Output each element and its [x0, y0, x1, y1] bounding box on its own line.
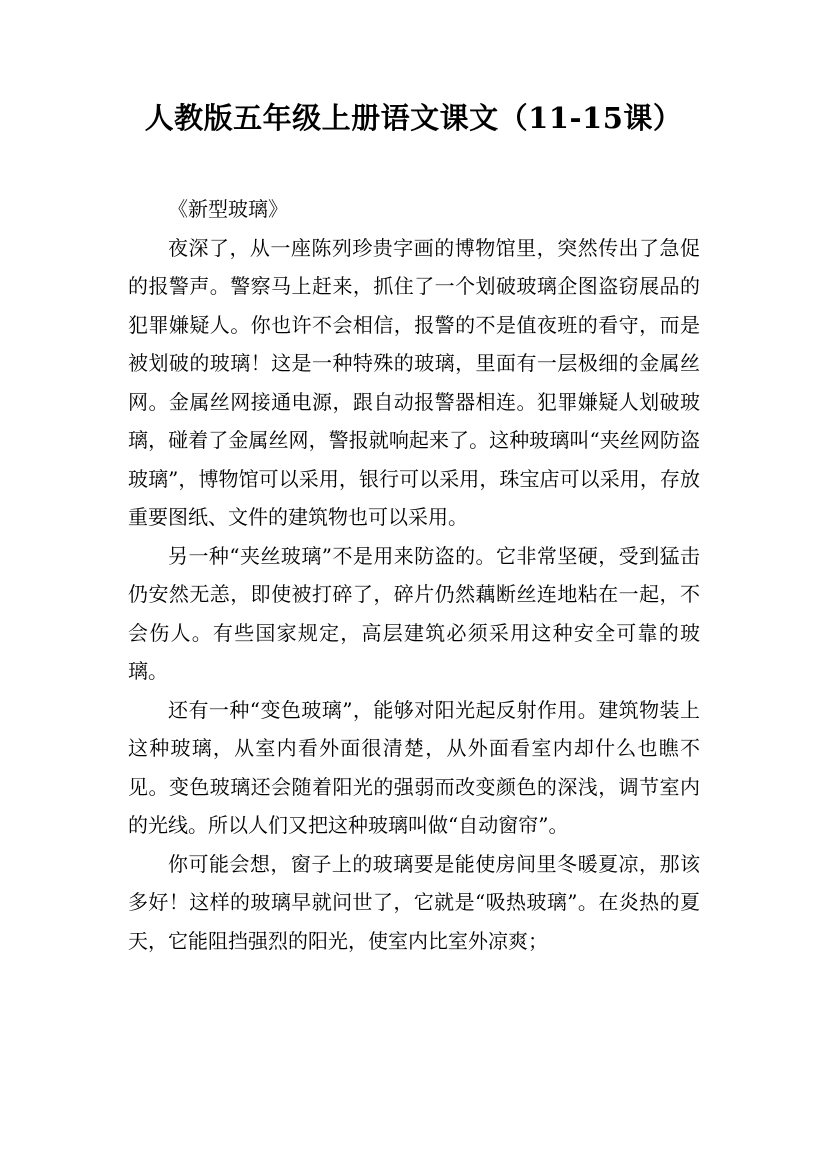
lesson-title: 《新型玻璃》 [168, 197, 288, 221]
paragraph-2: 另一种“夹丝玻璃”不是用来防盗的。它非常坚硬，受到猛击仍安然无恙，即使被打碎了，碎片仍然藕断丝连地粘在一起，不会伤人。有些国家规定，高层建筑必须采用这种安全可靠的玻璃。 [128, 543, 700, 683]
paragraph-3: 还有一种“变色玻璃”，能够对阳光起反射作用。建筑物装上这种玻璃，从室内看外面很清楚，从外面看室内却什么也瞧不见。变色玻璃还会随着阳光的强弱而改变颜色的深浅，调节室内的光线。所以人们又把这种玻璃叫做“自动窗帘”。 [128, 697, 700, 837]
document-title: 人教版五年级上册语文课文（11-15课） [144, 101, 683, 135]
paragraph-1: 夜深了，从一座陈列珍贵字画的博物馆里，突然传出了急促的报警声。警察马上赶来，抓住了一个划破玻璃企图盗窃展品的犯罪嫌疑人。你也许不会相信，报警的不是值夜班的看守，而是被划破的玻璃！这是一种特殊的玻璃，里面有一层极细的金属丝网。金属丝网接通电源，跟自动报警器相连。犯罪嫌疑人划破玻璃，碰着了金属丝网，警报就响起来了。这种玻璃叫“夹丝网防盗玻璃”，博物馆可以采用，银行可以采用，珠宝店可以采用，存放重要图纸、文件的建筑物也可以采用。 [128, 235, 700, 529]
paragraph-4: 你可能会想，窗子上的玻璃要是能使房间里冬暖夏凉，那该多好！这样的玻璃早就问世了，它就是“吸热玻璃”。在炎热的夏天，它能阻挡强烈的阳光，使室内比室外凉爽； [128, 851, 700, 953]
document-body [128, 190, 700, 960]
